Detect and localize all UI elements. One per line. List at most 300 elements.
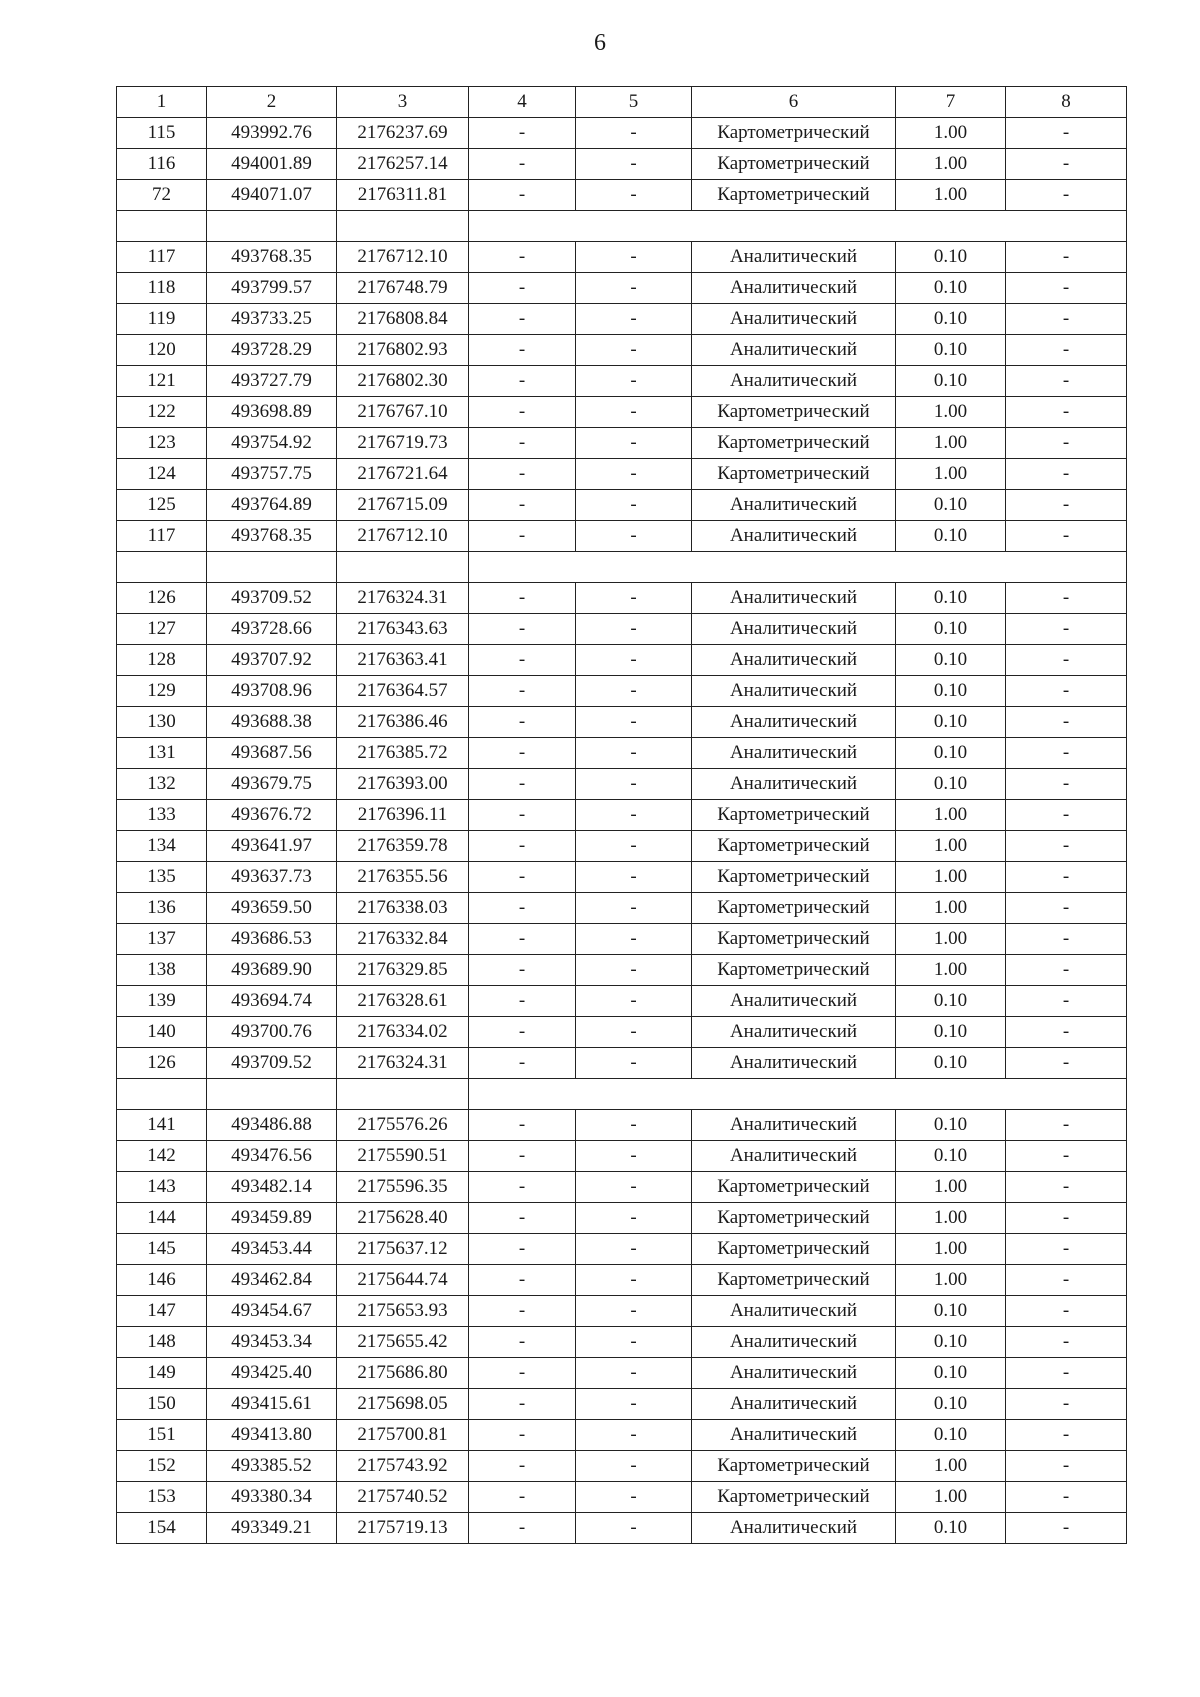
table-cell: -	[1006, 955, 1127, 986]
table-cell: 151	[117, 1420, 207, 1451]
table-cell: 493380.34	[207, 1482, 337, 1513]
table-row	[117, 397, 1127, 428]
table-cell: Картометрический	[692, 180, 896, 211]
table-cell: 125	[117, 490, 207, 521]
table-cell: 0.10	[896, 366, 1006, 397]
table-cell: 2175628.40	[337, 1203, 469, 1234]
table-cell: -	[1006, 1358, 1127, 1389]
table-cell: 139	[117, 986, 207, 1017]
table-cell: 141	[117, 1110, 207, 1141]
table-cell: -	[576, 924, 692, 955]
table-cell: -	[576, 831, 692, 862]
table-cell: -	[469, 614, 576, 645]
table-cell: 2175590.51	[337, 1141, 469, 1172]
table-cell	[207, 1079, 337, 1110]
table-cell: -	[1006, 645, 1127, 676]
table-cell: -	[1006, 335, 1127, 366]
table-cell: 0.10	[896, 614, 1006, 645]
table-row	[117, 1110, 1127, 1141]
table-row	[117, 242, 1127, 273]
table-cell: 2176802.30	[337, 366, 469, 397]
table-row	[117, 490, 1127, 521]
table-cell: -	[1006, 1048, 1127, 1079]
column-header-1: 1	[117, 87, 207, 118]
table-cell: -	[576, 769, 692, 800]
table-cell: 2175740.52	[337, 1482, 469, 1513]
table-cell: 117	[117, 242, 207, 273]
table-cell: 2176329.85	[337, 955, 469, 986]
table-row	[117, 366, 1127, 397]
table-cell: Аналитический	[692, 1141, 896, 1172]
table-cell: 126	[117, 583, 207, 614]
table-cell: 493708.96	[207, 676, 337, 707]
table-cell: 493679.75	[207, 769, 337, 800]
table-cell: 493768.35	[207, 521, 337, 552]
table-cell: 129	[117, 676, 207, 707]
table-row	[117, 1451, 1127, 1482]
table-cell: 493476.56	[207, 1141, 337, 1172]
table-row	[117, 335, 1127, 366]
table-cell: 493764.89	[207, 490, 337, 521]
table-cell: Картометрический	[692, 1172, 896, 1203]
table-cell: Картометрический	[692, 862, 896, 893]
table-cell: 0.10	[896, 1389, 1006, 1420]
table-cell: 120	[117, 335, 207, 366]
table-cell: 148	[117, 1327, 207, 1358]
table-cell: -	[1006, 1017, 1127, 1048]
coordinates-table	[116, 86, 1127, 1544]
table-cell: 149	[117, 1358, 207, 1389]
table-row	[117, 1389, 1127, 1420]
table-cell: 145	[117, 1234, 207, 1265]
table-cell: 2176257.14	[337, 149, 469, 180]
table-cell: -	[469, 986, 576, 1017]
table-cell: 1.00	[896, 831, 1006, 862]
table-cell: 152	[117, 1451, 207, 1482]
table-cell: Аналитический	[692, 521, 896, 552]
table-cell: -	[576, 428, 692, 459]
table-cell: 2175644.74	[337, 1265, 469, 1296]
table-cell: 493728.29	[207, 335, 337, 366]
table-cell	[117, 211, 207, 242]
table-cell: -	[576, 180, 692, 211]
table-cell: -	[469, 490, 576, 521]
table-cell: 154	[117, 1513, 207, 1544]
table-row	[117, 1327, 1127, 1358]
table-cell: Картометрический	[692, 893, 896, 924]
table-row	[117, 1203, 1127, 1234]
table-cell: -	[469, 1513, 576, 1544]
table-cell: Аналитический	[692, 583, 896, 614]
table-cell: 0.10	[896, 1017, 1006, 1048]
table-cell: 493637.73	[207, 862, 337, 893]
table-cell: -	[576, 986, 692, 1017]
table-cell: 493700.76	[207, 1017, 337, 1048]
table-cell: -	[1006, 986, 1127, 1017]
table-cell: -	[469, 149, 576, 180]
table-cell: Аналитический	[692, 738, 896, 769]
table-cell: Аналитический	[692, 1420, 896, 1451]
table-row	[117, 893, 1127, 924]
table-row	[117, 676, 1127, 707]
table-cell: -	[576, 335, 692, 366]
table-cell: -	[576, 862, 692, 893]
table-cell: -	[576, 707, 692, 738]
table-cell: 2175743.92	[337, 1451, 469, 1482]
column-header-6: 6	[692, 87, 896, 118]
table-cell: Аналитический	[692, 676, 896, 707]
table-cell: 494071.07	[207, 180, 337, 211]
table-cell: -	[576, 738, 692, 769]
table-cell: 0.10	[896, 521, 1006, 552]
table-cell: Аналитический	[692, 1296, 896, 1327]
separator-row	[117, 1079, 1127, 1110]
table-cell: 115	[117, 118, 207, 149]
table-cell: 493727.79	[207, 366, 337, 397]
table-cell: Аналитический	[692, 645, 896, 676]
table-cell: 493676.72	[207, 800, 337, 831]
table-row	[117, 707, 1127, 738]
table-cell: -	[469, 1110, 576, 1141]
table-cell: 2175653.93	[337, 1296, 469, 1327]
table-cell: Аналитический	[692, 490, 896, 521]
table-cell: Картометрический	[692, 831, 896, 862]
table-cell: 2176748.79	[337, 273, 469, 304]
table-cell: 2176359.78	[337, 831, 469, 862]
table-row	[117, 769, 1127, 800]
table-cell: -	[469, 1265, 576, 1296]
table-cell: 2176343.63	[337, 614, 469, 645]
table-cell: 2176324.31	[337, 583, 469, 614]
table-cell: -	[469, 800, 576, 831]
table-row	[117, 273, 1127, 304]
table-cell: 2175700.81	[337, 1420, 469, 1451]
table-cell: 493694.74	[207, 986, 337, 1017]
table-row	[117, 1141, 1127, 1172]
table-row	[117, 1482, 1127, 1513]
table-cell: -	[469, 1234, 576, 1265]
table-cell: 0.10	[896, 273, 1006, 304]
table-cell: 1.00	[896, 955, 1006, 986]
table-cell: -	[469, 1296, 576, 1327]
table-row	[117, 304, 1127, 335]
table-cell: 0.10	[896, 769, 1006, 800]
table-cell: 0.10	[896, 1513, 1006, 1544]
table-cell: -	[576, 1327, 692, 1358]
table-cell: -	[469, 180, 576, 211]
table-cell: -	[469, 1172, 576, 1203]
table-cell: 118	[117, 273, 207, 304]
table-cell: 493733.25	[207, 304, 337, 335]
table-cell: 135	[117, 862, 207, 893]
column-header-8: 8	[1006, 87, 1127, 118]
table-cell: 494001.89	[207, 149, 337, 180]
table-cell: -	[576, 614, 692, 645]
table-cell: 0.10	[896, 676, 1006, 707]
table-cell: 130	[117, 707, 207, 738]
table-cell: -	[576, 1017, 692, 1048]
table-cell: 2175576.26	[337, 1110, 469, 1141]
table-cell: 493687.56	[207, 738, 337, 769]
table-cell: 2176386.46	[337, 707, 469, 738]
table-cell: 0.10	[896, 1420, 1006, 1451]
table-cell: Картометрический	[692, 428, 896, 459]
table-cell: -	[469, 304, 576, 335]
table-cell: 2176364.57	[337, 676, 469, 707]
table-cell: 2176802.93	[337, 335, 469, 366]
table-cell: 493425.40	[207, 1358, 337, 1389]
table-cell: -	[576, 1234, 692, 1265]
table-row	[117, 862, 1127, 893]
table-cell: -	[469, 707, 576, 738]
table-cell: Аналитический	[692, 1327, 896, 1358]
table-cell: -	[469, 521, 576, 552]
table-cell: 142	[117, 1141, 207, 1172]
table-cell: 0.10	[896, 490, 1006, 521]
table-cell: Аналитический	[692, 304, 896, 335]
table-cell: -	[1006, 1482, 1127, 1513]
table-cell: -	[1006, 273, 1127, 304]
table-cell: -	[1006, 149, 1127, 180]
table-cell: 493413.80	[207, 1420, 337, 1451]
table-cell: 2175655.42	[337, 1327, 469, 1358]
table-cell: 144	[117, 1203, 207, 1234]
table-cell: -	[469, 366, 576, 397]
table-cell: -	[576, 1451, 692, 1482]
table-cell: 153	[117, 1482, 207, 1513]
table-cell: -	[469, 645, 576, 676]
table-cell: 128	[117, 645, 207, 676]
table-cell: -	[1006, 1110, 1127, 1141]
table-cell: 136	[117, 893, 207, 924]
table-cell: -	[576, 1296, 692, 1327]
table-cell: 1.00	[896, 1203, 1006, 1234]
table-row	[117, 583, 1127, 614]
table-cell: -	[576, 459, 692, 490]
table-cell: -	[576, 1420, 692, 1451]
table-cell	[207, 552, 337, 583]
table-cell: 2175719.13	[337, 1513, 469, 1544]
table-cell: Аналитический	[692, 1513, 896, 1544]
table-cell: 0.10	[896, 738, 1006, 769]
table-cell: -	[469, 1451, 576, 1482]
table-cell: -	[576, 1172, 692, 1203]
table-header	[117, 87, 1127, 118]
table-cell: -	[1006, 118, 1127, 149]
table-cell: 1.00	[896, 149, 1006, 180]
table-cell: 140	[117, 1017, 207, 1048]
table-cell: -	[1006, 366, 1127, 397]
table-cell: 0.10	[896, 1327, 1006, 1358]
table-cell: 2176328.61	[337, 986, 469, 1017]
table-cell: Аналитический	[692, 769, 896, 800]
table-cell: 493385.52	[207, 1451, 337, 1482]
table-cell: 1.00	[896, 1172, 1006, 1203]
table-cell: -	[576, 304, 692, 335]
table-cell: -	[469, 583, 576, 614]
table-cell: 2176396.11	[337, 800, 469, 831]
table-cell: -	[469, 738, 576, 769]
table-cell: 493415.61	[207, 1389, 337, 1420]
table-cell: Аналитический	[692, 335, 896, 366]
table-body	[117, 118, 1127, 1544]
table-row	[117, 645, 1127, 676]
table-cell: -	[1006, 862, 1127, 893]
table-cell: Аналитический	[692, 273, 896, 304]
table-cell: -	[469, 1048, 576, 1079]
table-cell: 1.00	[896, 397, 1006, 428]
table-cell: -	[1006, 1296, 1127, 1327]
table-cell: 493453.44	[207, 1234, 337, 1265]
table-cell: -	[469, 1141, 576, 1172]
table-cell: -	[576, 1482, 692, 1513]
table-cell: -	[576, 955, 692, 986]
table-cell: -	[1006, 428, 1127, 459]
table-cell: 493728.66	[207, 614, 337, 645]
table-cell: 2175596.35	[337, 1172, 469, 1203]
table-cell: 124	[117, 459, 207, 490]
table-cell: -	[576, 893, 692, 924]
table-cell: 2175686.80	[337, 1358, 469, 1389]
table-cell: 0.10	[896, 707, 1006, 738]
table-cell: -	[1006, 397, 1127, 428]
table-cell: -	[1006, 800, 1127, 831]
table-row	[117, 738, 1127, 769]
table-row	[117, 1420, 1127, 1451]
table-row	[117, 1172, 1127, 1203]
table-cell: -	[1006, 1234, 1127, 1265]
table-row	[117, 924, 1127, 955]
table-cell: 1.00	[896, 800, 1006, 831]
table-cell: Картометрический	[692, 459, 896, 490]
table-cell: 0.10	[896, 645, 1006, 676]
table-cell: -	[1006, 1420, 1127, 1451]
table-cell: 493688.38	[207, 707, 337, 738]
table-cell: Аналитический	[692, 986, 896, 1017]
table-cell: -	[1006, 521, 1127, 552]
table-cell: 147	[117, 1296, 207, 1327]
table-cell: -	[1006, 1172, 1127, 1203]
table-cell: Картометрический	[692, 800, 896, 831]
separator-row	[117, 211, 1127, 242]
table-cell: Картометрический	[692, 1265, 896, 1296]
table-row	[117, 180, 1127, 211]
table-cell: -	[576, 118, 692, 149]
table-cell: 2176721.64	[337, 459, 469, 490]
table-cell: Аналитический	[692, 1110, 896, 1141]
table-cell: Картометрический	[692, 149, 896, 180]
table-cell	[469, 211, 1127, 242]
table-cell: -	[1006, 1327, 1127, 1358]
table-cell: -	[1006, 1203, 1127, 1234]
table-cell: 2176719.73	[337, 428, 469, 459]
table-cell: -	[1006, 490, 1127, 521]
table-cell: 2176355.56	[337, 862, 469, 893]
table-cell: Аналитический	[692, 707, 896, 738]
table-cell	[469, 552, 1127, 583]
table-cell: 0.10	[896, 1296, 1006, 1327]
table-cell: 2176767.10	[337, 397, 469, 428]
table-cell: 1.00	[896, 118, 1006, 149]
table-cell: -	[469, 1017, 576, 1048]
table-cell: -	[576, 366, 692, 397]
table-cell: 493486.88	[207, 1110, 337, 1141]
table-cell: -	[576, 1048, 692, 1079]
table-cell: 2176393.00	[337, 769, 469, 800]
table-cell: -	[469, 459, 576, 490]
table-cell: -	[469, 893, 576, 924]
table-cell	[207, 211, 337, 242]
table-cell: -	[469, 428, 576, 459]
table-cell: Картометрический	[692, 1482, 896, 1513]
table-cell: -	[1006, 1389, 1127, 1420]
table-cell: -	[1006, 831, 1127, 862]
table-cell: -	[576, 1265, 692, 1296]
column-header-7: 7	[896, 87, 1006, 118]
table-cell: 2176324.31	[337, 1048, 469, 1079]
table-cell: -	[469, 676, 576, 707]
table-cell: 493799.57	[207, 273, 337, 304]
table-cell	[337, 211, 469, 242]
table-cell: 0.10	[896, 1358, 1006, 1389]
table-cell: 123	[117, 428, 207, 459]
table-row	[117, 149, 1127, 180]
table-cell: 2176311.81	[337, 180, 469, 211]
table-row	[117, 1265, 1127, 1296]
column-header-3: 3	[337, 87, 469, 118]
table-cell: 1.00	[896, 893, 1006, 924]
table-cell: 132	[117, 769, 207, 800]
table-cell: 493454.67	[207, 1296, 337, 1327]
table-cell: -	[469, 1420, 576, 1451]
table-cell: 138	[117, 955, 207, 986]
table-cell: 493686.53	[207, 924, 337, 955]
table-cell: -	[576, 149, 692, 180]
table-cell: -	[576, 242, 692, 273]
table-cell: 2176334.02	[337, 1017, 469, 1048]
table-cell: -	[576, 1203, 692, 1234]
table-cell: 126	[117, 1048, 207, 1079]
table-cell	[469, 1079, 1127, 1110]
table-cell: 493462.84	[207, 1265, 337, 1296]
table-cell: 1.00	[896, 1482, 1006, 1513]
table-cell: 127	[117, 614, 207, 645]
table-cell: 493707.92	[207, 645, 337, 676]
table-cell: Аналитический	[692, 366, 896, 397]
table-cell: -	[1006, 614, 1127, 645]
table-row	[117, 986, 1127, 1017]
table-cell: 0.10	[896, 1141, 1006, 1172]
table-cell: 2176808.84	[337, 304, 469, 335]
table-cell: 116	[117, 149, 207, 180]
table-cell: -	[576, 1110, 692, 1141]
table-cell: -	[1006, 769, 1127, 800]
table-cell: 1.00	[896, 1265, 1006, 1296]
table-cell: 493768.35	[207, 242, 337, 273]
table-cell: 1.00	[896, 924, 1006, 955]
table-cell: 493349.21	[207, 1513, 337, 1544]
table-cell: Картометрический	[692, 1451, 896, 1482]
table-cell: -	[469, 1203, 576, 1234]
table-cell: -	[576, 1358, 692, 1389]
table-cell: 134	[117, 831, 207, 862]
table-cell: -	[576, 273, 692, 304]
table-cell: 493992.76	[207, 118, 337, 149]
table-cell: -	[576, 676, 692, 707]
table-cell: Картометрический	[692, 924, 896, 955]
table-cell: -	[1006, 242, 1127, 273]
table-row	[117, 1513, 1127, 1544]
